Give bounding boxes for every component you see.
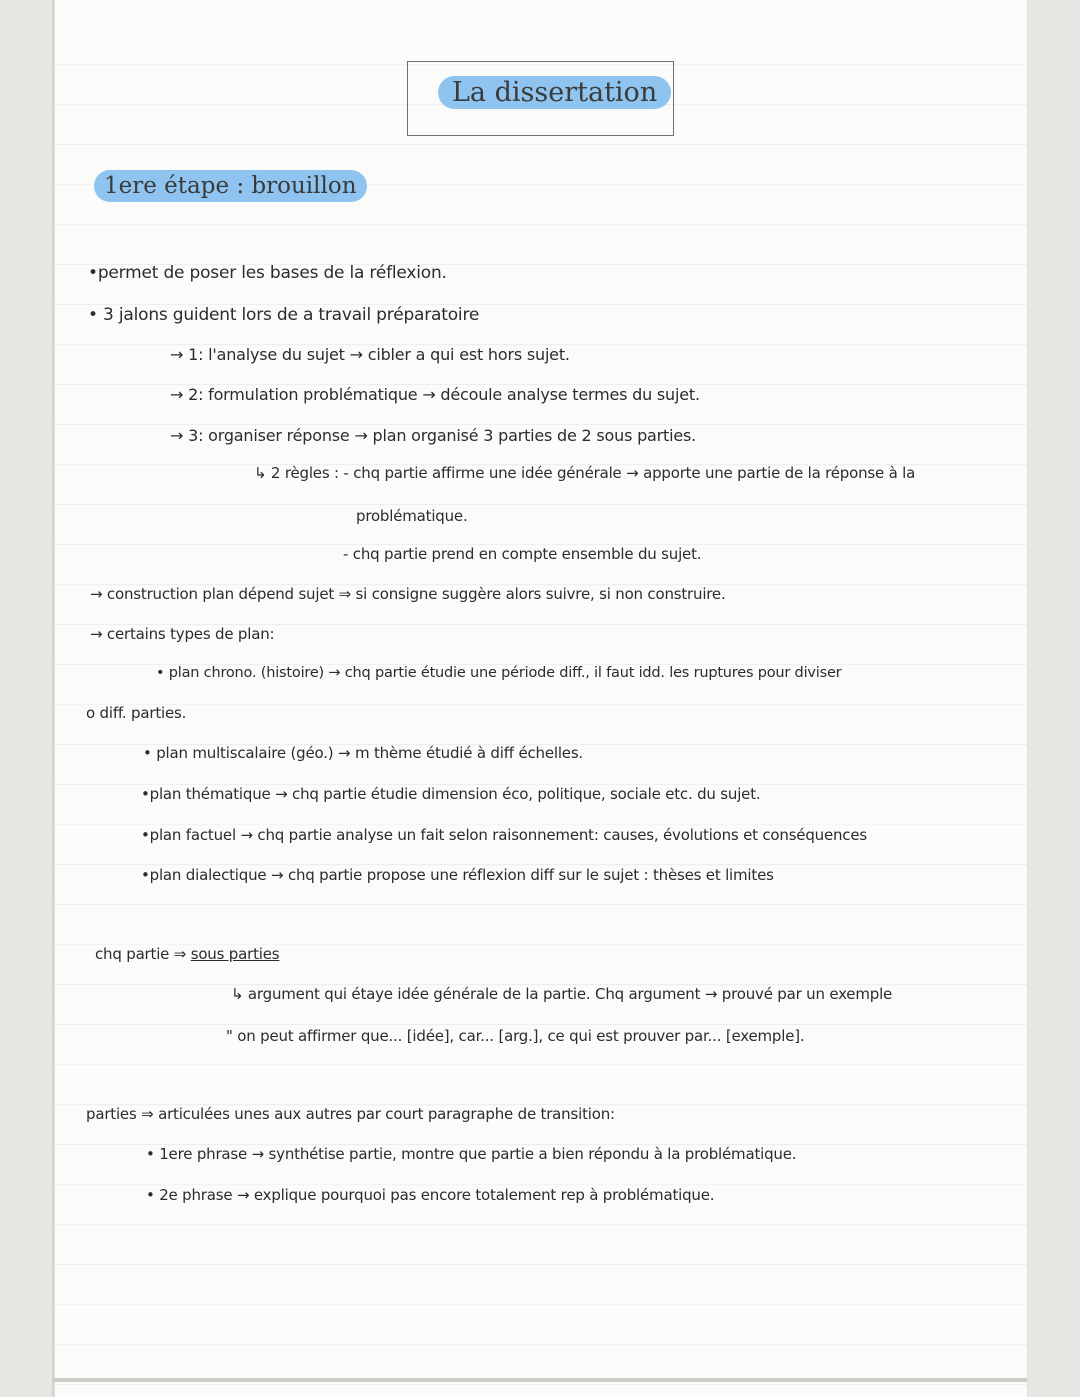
sub-heading-underlined: sous parties <box>190 945 280 963</box>
title-box <box>407 61 674 136</box>
sub-note-line: " on peut affirmer que... [idée], car... [arg.], ce qui est prouver par... [exemple]. <box>226 1027 805 1045</box>
note-line: → 2: formulation problématique → découle analyse termes du sujet. <box>170 385 700 404</box>
note-line: • 3 jalons guident lors de a travail préparatoire <box>88 305 480 325</box>
sub-note-line: ↳ argument qui étaye idée générale de la partie. Chq argument → prouvé par un exemple <box>231 985 893 1003</box>
transition-line: • 1ere phrase → synthétise partie, montre que partie a bien répondu à la problématique. <box>146 1145 797 1163</box>
sub-heading <box>95 945 279 963</box>
transition-line: parties ⇒ articulées unes aux autres par court paragraphe de transition: <box>86 1105 615 1123</box>
note-line: problématique. <box>356 507 468 525</box>
sub-heading-prefix: chq partie ⇒ <box>95 945 187 963</box>
note-line: •plan factuel → chq partie analyse un fait selon raisonnement: causes, évolutions et conséquences <box>141 826 867 844</box>
note-line: → construction plan dépend sujet ⇒ si consigne suggère alors suivre, si non construire. <box>90 585 726 603</box>
note-line: → 1: l'analyse du sujet → cibler a qui est hors sujet. <box>170 345 570 364</box>
note-line: •plan dialectique → chq partie propose une réflexion diff sur le sujet : thèses et limites <box>141 866 774 884</box>
transition-line: • 2e phrase → explique pourquoi pas encore totalement rep à problématique. <box>146 1186 715 1204</box>
note-line: ↳ 2 règles : - chq partie affirme une idée générale → apporte une partie de la réponse à la <box>254 464 916 482</box>
note-line: •plan thématique → chq partie étudie dimension éco, politique, sociale etc. du sujet. <box>141 785 761 803</box>
step-heading: 1ere étape : brouillon <box>94 170 367 202</box>
note-line: - chq partie prend en compte ensemble du sujet. <box>343 545 702 563</box>
note-line: • plan chrono. (histoire) → chq partie étudie une période diff., il faut idd. les ruptures pour diviser <box>156 665 842 681</box>
notebook-bottom-edge <box>52 1378 1027 1382</box>
note-line: • plan multiscalaire (géo.) → m thème étudié à diff échelles. <box>143 744 584 762</box>
note-line: •permet de poser les bases de la réflexion. <box>88 263 447 283</box>
note-line: → 3: organiser réponse → plan organisé 3 parties de 2 sous parties. <box>170 426 697 445</box>
note-line: o diff. parties. <box>86 704 187 722</box>
page-title: La dissertation <box>438 76 671 109</box>
note-line: → certains types de plan: <box>90 625 275 643</box>
